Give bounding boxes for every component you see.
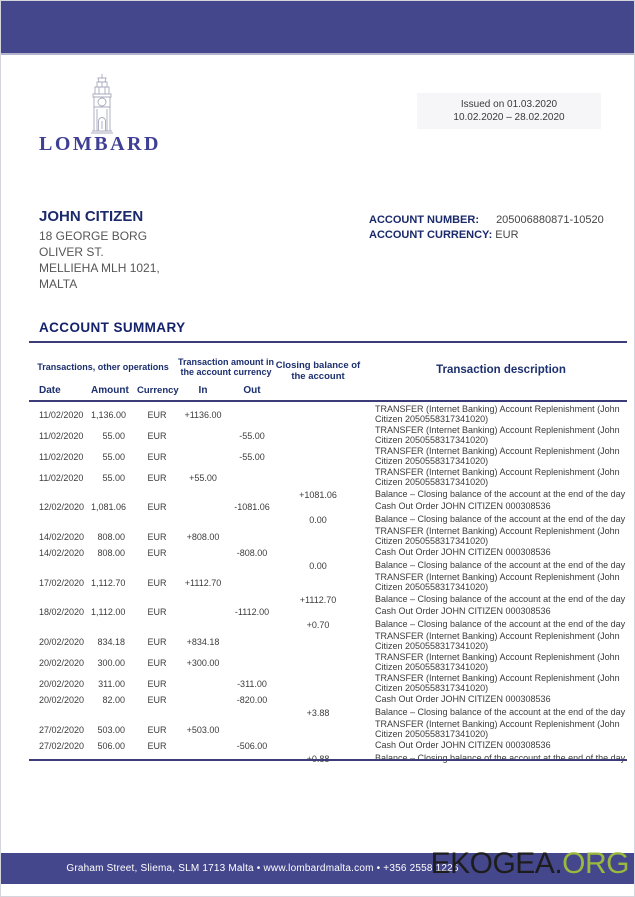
account-number-value: 205006880871-10520	[496, 214, 604, 226]
cell-closing: +3.88	[306, 708, 330, 718]
transaction-row	[29, 501, 627, 513]
cell-amount: 55.00	[102, 472, 125, 483]
header-date: Date	[39, 385, 61, 396]
cell-description: TRANSFER (Internet Banking) Account Replenishment (John Citizen 2050558317341020)	[375, 652, 620, 672]
cell-date: 20/02/2020	[39, 636, 85, 647]
cell-date: 11/02/2020	[39, 430, 84, 441]
statement-period: 10.02.2020 – 28.02.2020	[453, 112, 565, 123]
cell-in: +55.00	[189, 472, 217, 483]
header-amount-currency-group: Transaction amount in the account currency	[177, 357, 274, 377]
cell-closing: +1081.06	[299, 490, 337, 500]
transaction-row	[29, 740, 627, 752]
customer-block	[39, 208, 160, 292]
transaction-row	[29, 526, 627, 547]
cell-amount: 834.18	[97, 636, 125, 647]
divider	[29, 341, 627, 343]
cell-description: TRANSFER (Internet Banking) Account Replenishment (John Citizen 2050558317341020)	[375, 719, 620, 739]
issued-on-line: Issued on 01.03.2020	[460, 99, 558, 110]
cell-description: TRANSFER (Internet Banking) Account Replenishment (John Citizen 2050558317341020)	[375, 467, 620, 487]
cell-currency: EUR	[147, 607, 167, 617]
cell-out: -1112.00	[234, 607, 270, 617]
cell-amount: 82.00	[102, 695, 125, 705]
cell-currency: EUR	[147, 724, 167, 735]
cell-description: Balance – Closing balance of the account at the end of the day	[375, 560, 626, 571]
cell-date: 11/02/2020	[39, 409, 84, 420]
cell-amount: 808.00	[97, 531, 125, 542]
cell-in: +300.00	[186, 657, 220, 668]
cell-out: -55.00	[239, 430, 265, 441]
transactions-table-body	[29, 404, 627, 765]
footer-contact-text: Graham Street, Sliema, SLM 1713 Malta • www.lombardmalta.com • +356 2558 1226	[66, 863, 459, 874]
cell-out: -808.00	[236, 548, 268, 558]
cell-amount: 1,112.00	[91, 607, 126, 617]
cell-currency: EUR	[147, 741, 167, 751]
cell-amount: 55.00	[102, 451, 125, 462]
transaction-row	[29, 547, 627, 559]
address-line: MELLIEHA MLH 1021,	[39, 261, 160, 275]
cell-description: TRANSFER (Internet Banking) Account Replenishment (John Citizen 2050558317341020)	[375, 631, 620, 651]
cell-date: 27/02/2020	[39, 741, 85, 751]
cell-description: Cash Out Order JOHN CITIZEN 000308536	[375, 694, 551, 705]
cell-closing: +0.70	[306, 620, 330, 630]
table-header	[29, 352, 627, 396]
cell-currency: EUR	[147, 577, 167, 588]
cell-description: TRANSFER (Internet Banking) Account Replenishment (John Citizen 2050558317341020)	[375, 673, 620, 693]
cell-date: 11/02/2020	[39, 451, 84, 462]
cell-currency: EUR	[147, 695, 167, 705]
header-currency: Currency	[137, 385, 179, 396]
cell-date: 20/02/2020	[39, 678, 85, 689]
transaction-row	[29, 631, 627, 652]
header-transaction-description: Transaction description	[436, 364, 566, 376]
cell-closing: +1112.70	[299, 595, 337, 605]
cell-date: 11/02/2020	[39, 472, 84, 483]
cell-amount: 300.00	[97, 657, 125, 668]
cell-description: Cash Out Order JOHN CITIZEN 000308536	[375, 547, 551, 558]
cell-closing: 0.00	[309, 515, 327, 525]
cell-date: 20/02/2020	[39, 695, 85, 705]
cell-description: Cash Out Order JOHN CITIZEN 000308536	[375, 606, 551, 617]
header-transactions-group: Transactions, other operations	[37, 362, 169, 372]
cell-currency: EUR	[147, 409, 167, 420]
cell-description: Cash Out Order JOHN CITIZEN 000308536	[375, 740, 551, 751]
cell-currency: EUR	[147, 531, 167, 542]
cell-description: TRANSFER (Internet Banking) Account Replenishment (John Citizen 2050558317341020)	[375, 446, 620, 466]
cell-amount: 55.00	[102, 430, 125, 441]
cell-amount: 503.00	[97, 724, 125, 735]
cell-date: 18/02/2020	[39, 607, 85, 617]
transaction-row	[29, 694, 627, 706]
balance-row	[29, 593, 627, 606]
cell-description: TRANSFER (Internet Banking) Account Replenishment (John Citizen 2050558317341020)	[375, 425, 620, 445]
cell-date: 17/02/2020	[39, 577, 85, 588]
balance-row	[29, 618, 627, 631]
address-line: OLIVER ST.	[39, 245, 104, 259]
account-currency-value: EUR	[495, 229, 519, 241]
ekogea-watermark	[431, 846, 629, 882]
cell-amount: 1,136.00	[91, 409, 127, 420]
cell-description: Balance – Closing balance of the account at the end of the day	[375, 489, 626, 500]
cell-currency: EUR	[147, 472, 167, 483]
cell-out: -55.00	[239, 451, 265, 462]
cell-amount: 311.00	[98, 678, 125, 689]
transaction-row	[29, 606, 627, 618]
cell-currency: EUR	[147, 430, 167, 441]
cell-currency: EUR	[147, 636, 167, 647]
cell-amount: 1,112.70	[91, 577, 126, 588]
cell-currency: EUR	[147, 451, 167, 462]
cell-currency: EUR	[147, 657, 167, 668]
balance-row	[29, 706, 627, 719]
divider	[29, 400, 627, 402]
cell-description: Balance – Closing balance of the account at the end of the day	[375, 514, 626, 525]
cell-out: -820.00	[236, 695, 268, 705]
account-currency-label: ACCOUNT CURRENCY:	[369, 229, 493, 241]
transaction-row	[29, 673, 627, 694]
cell-out: -311.00	[237, 678, 267, 689]
cell-description: TRANSFER (Internet Banking) Account Replenishment (John Citizen 2050558317341020)	[375, 572, 620, 592]
cell-date: 20/02/2020	[39, 657, 85, 668]
cell-description: Cash Out Order JOHN CITIZEN 000308536	[375, 501, 551, 512]
address-line: MALTA	[39, 277, 78, 291]
cell-description: Balance – Closing balance of the account at the end of the day	[375, 707, 626, 718]
transaction-row	[29, 404, 627, 425]
transaction-row	[29, 572, 627, 593]
transaction-row	[29, 446, 627, 467]
cell-in: +1112.70	[184, 577, 222, 588]
brand-name: LOMBARD	[39, 133, 161, 155]
customer-name: JOHN CITIZEN	[39, 208, 144, 225]
cell-description: Balance – Closing balance of the account at the end of the day	[375, 619, 626, 630]
cell-out: -1081.06	[234, 502, 270, 512]
cell-amount: 506.00	[97, 741, 125, 751]
cell-date: 12/02/2020	[39, 502, 85, 512]
watermark-green-part: ORG	[562, 847, 629, 880]
cell-in: +834.18	[186, 636, 220, 647]
cell-currency: EUR	[147, 502, 167, 512]
lombard-tower-icon	[85, 73, 119, 140]
account-number-label: ACCOUNT NUMBER:	[369, 214, 479, 226]
top-bar	[1, 1, 634, 55]
header-out: Out	[243, 385, 261, 396]
cell-in: +808.00	[186, 531, 220, 542]
cell-in: +503.00	[186, 724, 220, 735]
address-line: 18 GEORGE BORG	[39, 229, 148, 243]
header-in: In	[198, 385, 208, 396]
transaction-row	[29, 652, 627, 673]
cell-date: 14/02/2020	[39, 531, 85, 542]
transaction-row	[29, 719, 627, 740]
issued-date-box	[417, 93, 601, 129]
cell-date: 14/02/2020	[39, 548, 85, 558]
cell-description: Balance – Closing balance of the account at the end of the day	[375, 594, 626, 605]
balance-row	[29, 488, 627, 501]
balance-row	[29, 559, 627, 572]
account-summary-title: ACCOUNT SUMMARY	[39, 320, 186, 335]
cell-amount: 808.00	[97, 548, 125, 558]
account-info-block	[369, 213, 604, 243]
cell-description: TRANSFER (Internet Banking) Account Replenishment (John Citizen 2050558317341020)	[375, 526, 620, 546]
cell-currency: EUR	[147, 548, 167, 558]
cell-amount: 1,081.06	[91, 502, 127, 512]
cell-in: +1136.00	[184, 409, 222, 420]
header-amount: Amount	[91, 385, 129, 396]
header-closing-balance: Closing balance of the account	[275, 360, 361, 382]
divider	[29, 759, 627, 761]
transaction-row	[29, 467, 627, 488]
balance-row	[29, 513, 627, 526]
cell-closing: 0.00	[309, 561, 327, 571]
transaction-row	[29, 425, 627, 446]
cell-out: -506.00	[236, 741, 268, 751]
cell-description: TRANSFER (Internet Banking) Account Replenishment (John Citizen 2050558317341020)	[375, 404, 620, 424]
cell-currency: EUR	[147, 678, 167, 689]
watermark-dark-part: EKOGEA.	[430, 847, 563, 880]
cell-date: 27/02/2020	[39, 724, 85, 735]
